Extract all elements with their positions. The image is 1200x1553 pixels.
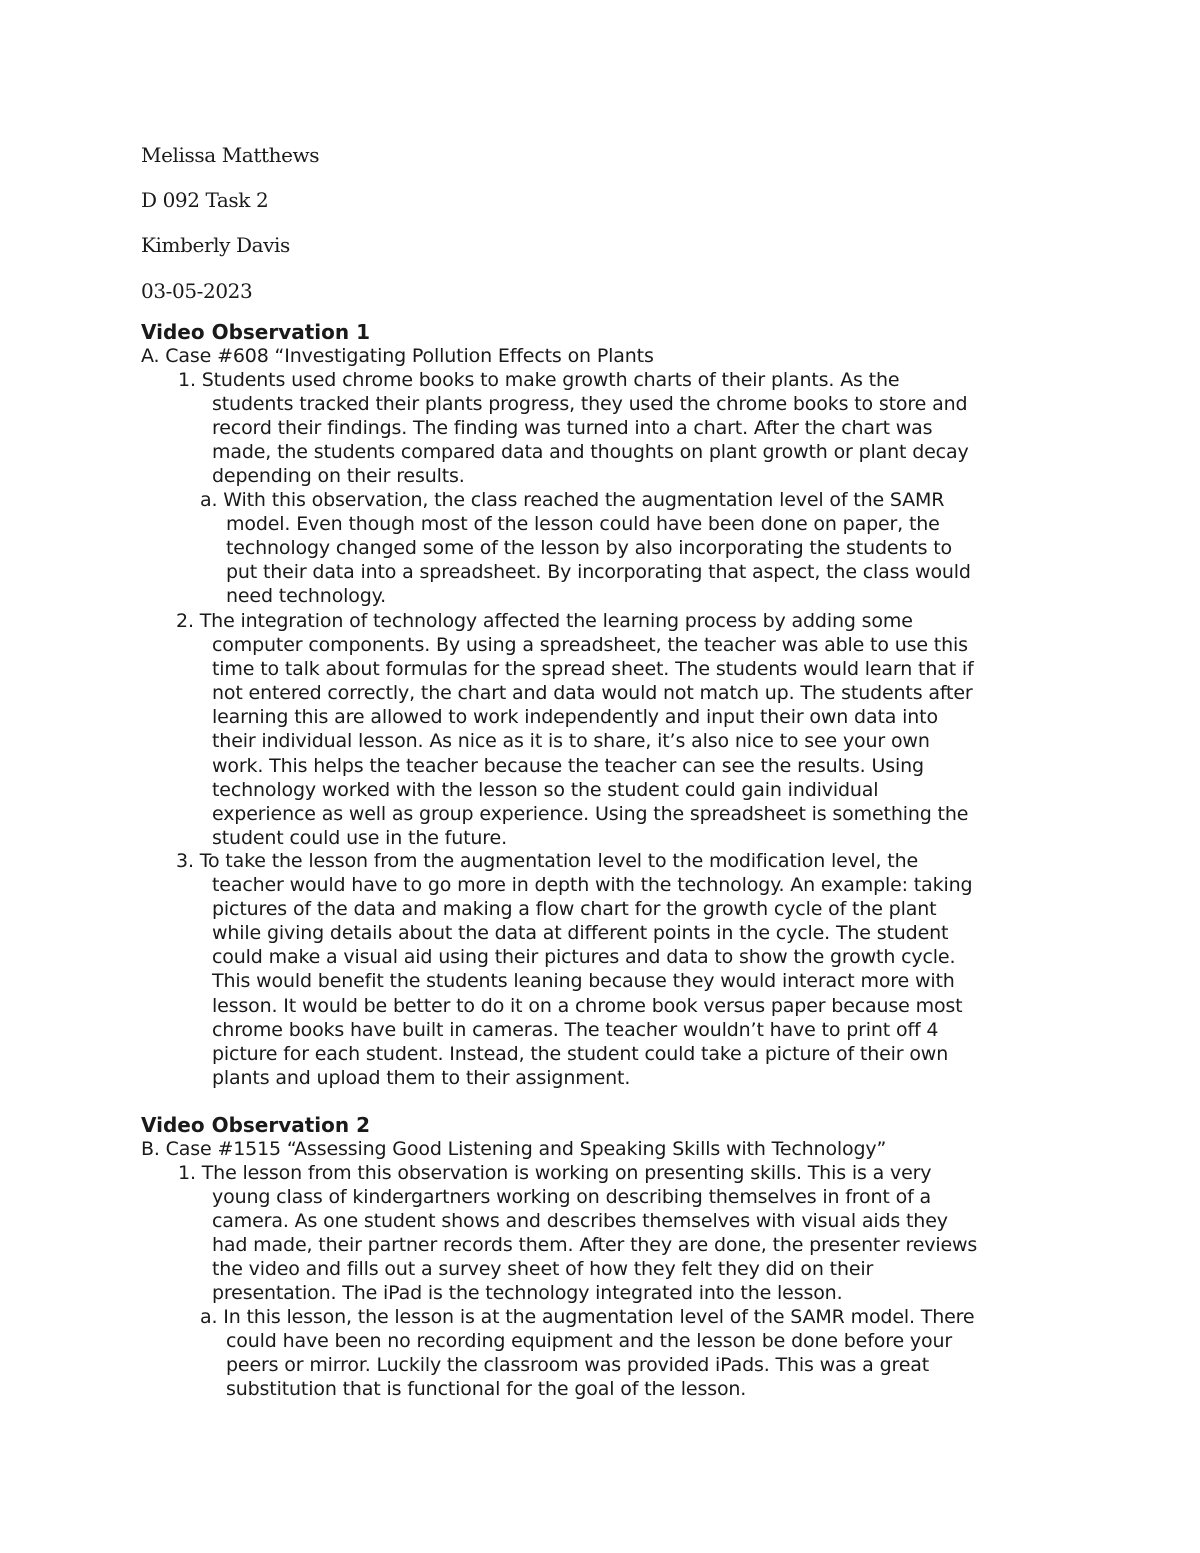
paragraph-line: 1. The lesson from this observation is working on presenting skills. This is a very bbox=[178, 1162, 932, 1184]
paragraph-line: a. In this lesson, the lesson is at the augmentation level of the SAMR model. There bbox=[200, 1306, 975, 1328]
paragraph-line: chrome books have built in cameras. The teacher wouldn’t have to print off 4 bbox=[212, 1018, 939, 1041]
instructor-name: Kimberly Davis bbox=[141, 233, 290, 257]
paragraph-line: model. Even though most of the lesson could have been done on paper, the bbox=[226, 513, 940, 536]
paragraph-line: 3. To take the lesson from the augmentation level to the modification level, the bbox=[176, 850, 918, 872]
paragraph-line: 2. The integration of technology affected the learning process by adding some bbox=[176, 610, 913, 632]
paragraph-line: 1. Students used chrome books to make growth charts of their plants. As the bbox=[178, 369, 900, 391]
observation-1-item-1a bbox=[200, 488, 971, 608]
paragraph-line: substitution that is functional for the goal of the lesson. bbox=[226, 1378, 747, 1401]
observation-1-item-1 bbox=[178, 368, 969, 488]
paragraph-line: This would benefit the students leaning because they would interact more with bbox=[212, 970, 955, 993]
course-code: D 092 Task 2 bbox=[141, 188, 269, 212]
observation-2-case: B. Case #1515 “Assessing Good Listening and Speaking Skills with Technology” bbox=[141, 1138, 887, 1160]
paragraph-line: technology changed some of the lesson by also incorporating the students to bbox=[226, 537, 953, 560]
paragraph-line: made, the students compared data and thoughts on plant growth or plant decay bbox=[212, 441, 969, 464]
paragraph-line: lesson. It would be better to do it on a chrome book versus paper because most bbox=[212, 994, 963, 1017]
observation-2-heading: Video Observation 2 bbox=[141, 1113, 371, 1137]
paragraph-line: the video and fills out a survey sheet of how they felt they did on their bbox=[212, 1258, 874, 1281]
paragraph-line: need technology. bbox=[226, 585, 386, 608]
observation-1-heading: Video Observation 1 bbox=[141, 320, 371, 344]
paragraph-line: pictures of the data and making a flow chart for the growth cycle of the plant bbox=[212, 898, 937, 921]
paragraph-line: could make a visual aid using their pictures and data to show the growth cycle. bbox=[212, 946, 956, 969]
paragraph-line: a. With this observation, the class reached the augmentation level of the SAMR bbox=[200, 489, 945, 511]
paragraph-line: record their findings. The finding was turned into a chart. After the chart was bbox=[212, 417, 933, 440]
paragraph-line: peers or mirror. Luckily the classroom was provided iPads. This was a great bbox=[226, 1354, 930, 1377]
paragraph-line: put their data into a spreadsheet. By incorporating that aspect, the class would bbox=[226, 561, 971, 584]
paragraph-line: depending on their results. bbox=[212, 465, 465, 488]
paragraph-line: technology worked with the lesson so the student could gain individual bbox=[212, 778, 879, 801]
observation-2-item-1 bbox=[178, 1161, 977, 1306]
paragraph-line: presentation. The iPad is the technology integrated into the lesson. bbox=[212, 1282, 843, 1305]
paragraph-line: could have been no recording equipment and the lesson be done before your bbox=[226, 1330, 953, 1353]
paragraph-line: teacher would have to go more in depth with the technology. An example: taking bbox=[212, 874, 973, 897]
paragraph-line: time to talk about formulas for the spread sheet. The students would learn that if bbox=[212, 658, 974, 681]
author-name: Melissa Matthews bbox=[141, 143, 320, 167]
paragraph-line: young class of kindergartners working on describing themselves in front of a bbox=[212, 1186, 932, 1209]
paragraph-line: not entered correctly, the chart and data would not match up. The students after bbox=[212, 682, 973, 705]
paragraph-line: plants and upload them to their assignment. bbox=[212, 1066, 631, 1089]
paragraph-line: their individual lesson. As nice as it is to share, it’s also nice to see your own bbox=[212, 730, 930, 753]
paragraph-line: camera. As one student shows and describes themselves with visual aids they bbox=[212, 1210, 948, 1233]
paragraph-line: work. This helps the teacher because the teacher can see the results. Using bbox=[212, 754, 924, 777]
paragraph-line: experience as well as group experience. Using the spreadsheet is something the bbox=[212, 802, 969, 825]
paragraph-line: learning this are allowed to work independently and input their own data into bbox=[212, 706, 938, 729]
paragraph-line: student could use in the future. bbox=[212, 826, 507, 849]
paragraph-line: students tracked their plants progress, they used the chrome books to store and bbox=[212, 393, 968, 416]
paragraph-line: had made, their partner records them. After they are done, the presenter reviews bbox=[212, 1234, 978, 1257]
observation-1-item-2 bbox=[176, 609, 974, 850]
observation-2-item-1a bbox=[200, 1305, 974, 1401]
observation-1-case: A. Case #608 “Investigating Pollution Effects on Plants bbox=[141, 345, 654, 367]
paragraph-line: picture for each student. Instead, the student could take a picture of their own bbox=[212, 1042, 949, 1065]
paragraph-line: computer components. By using a spreadsheet, the teacher was able to use this bbox=[212, 634, 968, 657]
paragraph-line: while giving details about the data at different points in the cycle. The student bbox=[212, 922, 949, 945]
submission-date: 03-05-2023 bbox=[141, 279, 253, 303]
observation-1-item-3 bbox=[176, 849, 972, 1090]
